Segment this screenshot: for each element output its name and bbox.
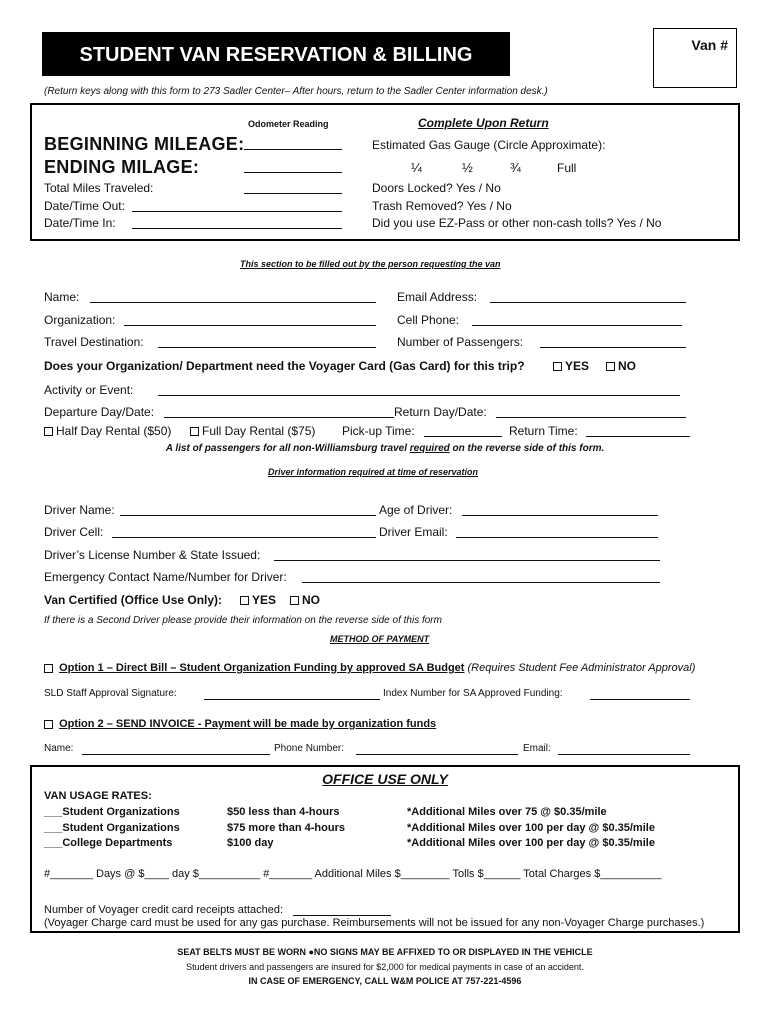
cell-phone-field[interactable]: [472, 313, 682, 331]
option2-checkbox[interactable]: [44, 720, 53, 729]
half-day-rental-option[interactable]: Half Day Rental ($50): [44, 424, 171, 438]
invoice-name-field[interactable]: [82, 742, 270, 760]
driver-section-title: Driver information required at time of reservation: [268, 467, 479, 477]
driver-name-label: Driver Name:: [44, 503, 115, 517]
doors-locked-question[interactable]: Doors Locked? Yes / No: [372, 181, 501, 195]
date-time-out-label: Date/Time Out:: [44, 199, 125, 213]
total-miles-field[interactable]: [244, 181, 342, 199]
voyager-yes-checkbox[interactable]: [553, 362, 562, 371]
date-time-in-label: Date/Time In:: [44, 216, 116, 230]
passengers-field[interactable]: [540, 335, 686, 353]
certified-yes-checkbox[interactable]: [240, 596, 249, 605]
return-keys-note: (Return keys along with this form to 273 Sadler Center– After hours, return to the Sadler Center information desk.): [44, 86, 548, 97]
pickup-time-label: Pick-up Time:: [342, 424, 415, 438]
return-time-label: Return Time:: [509, 424, 578, 438]
organization-label: Organization:: [44, 313, 116, 327]
full-day-checkbox[interactable]: [190, 427, 199, 436]
voyager-no-checkbox[interactable]: [606, 362, 615, 371]
beginning-mileage-label: BEGINNING MILEAGE:: [44, 134, 245, 154]
payment-section-title: METHOD OF PAYMENT: [330, 634, 430, 644]
charges-calculation-line[interactable]: #_______ Days @ $____ day $__________ #_______ Additional Miles $________ Tolls $______ Total Charges $__________: [44, 868, 662, 880]
footer-seat-belts: SEAT BELTS MUST BE WORN ●NO SIGNS MAY BE AFFIXED TO OR DISPLAYED IN THE VEHICLE: [177, 947, 593, 957]
sld-signature-label: SLD Staff Approval Signature:: [44, 688, 177, 699]
gauge-three-quarter[interactable]: ¾: [510, 160, 521, 175]
return-time-field[interactable]: [586, 424, 690, 442]
rate2-organization[interactable]: ___Student Organizations: [44, 822, 180, 834]
ending-mileage-field[interactable]: [244, 160, 342, 178]
return-date-label: Return Day/Date:: [394, 405, 487, 419]
index-number-field[interactable]: [590, 687, 690, 705]
form-title: STUDENT VAN RESERVATION & BILLING: [42, 32, 510, 76]
index-number-label: Index Number for SA Approved Funding:: [383, 688, 563, 699]
pickup-time-field[interactable]: [424, 424, 502, 442]
emergency-contact-field[interactable]: [302, 570, 660, 588]
gauge-half[interactable]: ½: [462, 160, 473, 175]
ez-pass-question[interactable]: Did you use EZ-Pass or other non-cash tolls? Yes / No: [372, 216, 662, 230]
passenger-list-note: A list of passengers for all non-Williamsburg travel required on the reverse side of this form.: [165, 443, 605, 454]
requester-name-label: Name:: [44, 290, 80, 304]
certified-no-option[interactable]: NO: [290, 593, 320, 607]
van-number-box[interactable]: [653, 28, 737, 88]
invoice-phone-label: Phone Number:: [274, 743, 345, 754]
rate1-extra-miles: *Additional Miles over 75 @ $0.35/mile: [407, 806, 607, 818]
driver-age-label: Age of Driver:: [379, 503, 453, 517]
activity-field[interactable]: [158, 383, 680, 401]
driver-email-label: Driver Email:: [379, 525, 448, 539]
rate3-organization[interactable]: ___College Departments: [44, 837, 173, 849]
date-time-out-field[interactable]: [132, 199, 342, 217]
trash-removed-question[interactable]: Trash Removed? Yes / No: [372, 199, 512, 213]
ending-mileage-label: ENDING MILAGE:: [44, 157, 200, 177]
gas-gauge-label: Estimated Gas Gauge (Circle Approximate):: [372, 138, 606, 152]
option2-row[interactable]: Option 2 – SEND INVOICE - Payment will be made by organization funds: [44, 718, 436, 730]
gauge-quarter[interactable]: ¼: [411, 160, 422, 175]
half-day-checkbox[interactable]: [44, 427, 53, 436]
voyager-no-option[interactable]: NO: [606, 359, 636, 373]
rate2-extra-miles: *Additional Miles over 100 per day @ $0.35/mile: [407, 822, 655, 834]
date-time-in-field[interactable]: [132, 216, 342, 234]
van-number-label: Van #: [691, 37, 728, 53]
requester-section-title: This section to be filled out by the person requesting the van: [240, 259, 501, 269]
voyager-charge-note: (Voyager Charge card must be used for any gas purchase. Reimbursements will not be issued for any non-Voyager Charge purchases.): [44, 917, 705, 929]
van-usage-rates-label: VAN USAGE RATES:: [44, 790, 152, 802]
invoice-name-label: Name:: [44, 743, 74, 754]
rate1-price: $50 less than 4-hours: [227, 806, 340, 818]
activity-label: Activity or Event:: [44, 383, 134, 397]
return-date-field[interactable]: [496, 405, 686, 423]
option1-row[interactable]: Option 1 – Direct Bill – Student Organization Funding by approved SA Budget (Requires Student Fee Administrator Approval): [44, 662, 695, 674]
emergency-contact-label: Emergency Contact Name/Number for Driver:: [44, 570, 287, 584]
office-use-title: OFFICE USE ONLY: [322, 771, 448, 787]
certified-no-checkbox[interactable]: [290, 596, 299, 605]
complete-upon-return-header: Complete Upon Return: [418, 116, 549, 130]
travel-destination-field[interactable]: [158, 335, 376, 353]
driver-age-field[interactable]: [462, 503, 658, 521]
rate1-organization[interactable]: ___Student Organizations: [44, 806, 180, 818]
departure-date-field[interactable]: [164, 405, 394, 423]
total-miles-label: Total Miles Traveled:: [44, 181, 154, 195]
rate3-extra-miles: *Additional Miles over 100 per day @ $0.35/mile: [407, 837, 655, 849]
voyager-card-question: Does your Organization/ Department need the Voyager Card (Gas Card) for this trip?: [44, 359, 525, 373]
driver-cell-field[interactable]: [112, 525, 376, 543]
invoice-email-label: Email:: [523, 743, 551, 754]
certified-yes-option[interactable]: YES: [240, 593, 276, 607]
rate2-price: $75 more than 4-hours: [227, 822, 345, 834]
sld-signature-field[interactable]: [204, 687, 380, 705]
license-label: Driver’s License Number & State Issued:: [44, 548, 261, 562]
option1-checkbox[interactable]: [44, 664, 53, 673]
passengers-label: Number of Passengers:: [397, 335, 524, 349]
rate3-price: $100 day: [227, 837, 274, 849]
beginning-mileage-field[interactable]: [244, 137, 342, 155]
license-field[interactable]: [274, 548, 660, 566]
footer-insurance: Student drivers and passengers are insured for $2,000 for medical payments in case of an accident.: [186, 962, 584, 972]
requester-email-field[interactable]: [490, 290, 686, 308]
requester-name-field[interactable]: [90, 290, 376, 308]
gauge-full[interactable]: Full: [557, 161, 577, 175]
second-driver-note: If there is a Second Driver please provide their information on the reverse side of this form: [44, 615, 442, 626]
driver-name-field[interactable]: [120, 503, 376, 521]
footer-emergency: IN CASE OF EMERGENCY, CALL W&M POLICE AT 757-221-4596: [248, 976, 522, 986]
departure-date-label: Departure Day/Date:: [44, 405, 155, 419]
cell-phone-label: Cell Phone:: [397, 313, 460, 327]
voyager-yes-option[interactable]: YES: [553, 359, 589, 373]
odometer-header: Odometer Reading: [248, 119, 329, 129]
travel-destination-label: Travel Destination:: [44, 335, 144, 349]
voyager-receipts-label: Number of Voyager credit card receipts attached:: [44, 904, 284, 916]
driver-email-field[interactable]: [456, 525, 658, 543]
full-day-rental-option[interactable]: Full Day Rental ($75): [190, 424, 315, 438]
invoice-phone-field[interactable]: [356, 742, 518, 760]
van-certified-label: Van Certified (Office Use Only):: [44, 593, 223, 607]
invoice-email-field[interactable]: [558, 742, 690, 760]
organization-field[interactable]: [124, 313, 376, 331]
requester-email-label: Email Address:: [397, 290, 478, 304]
driver-cell-label: Driver Cell:: [44, 525, 104, 539]
